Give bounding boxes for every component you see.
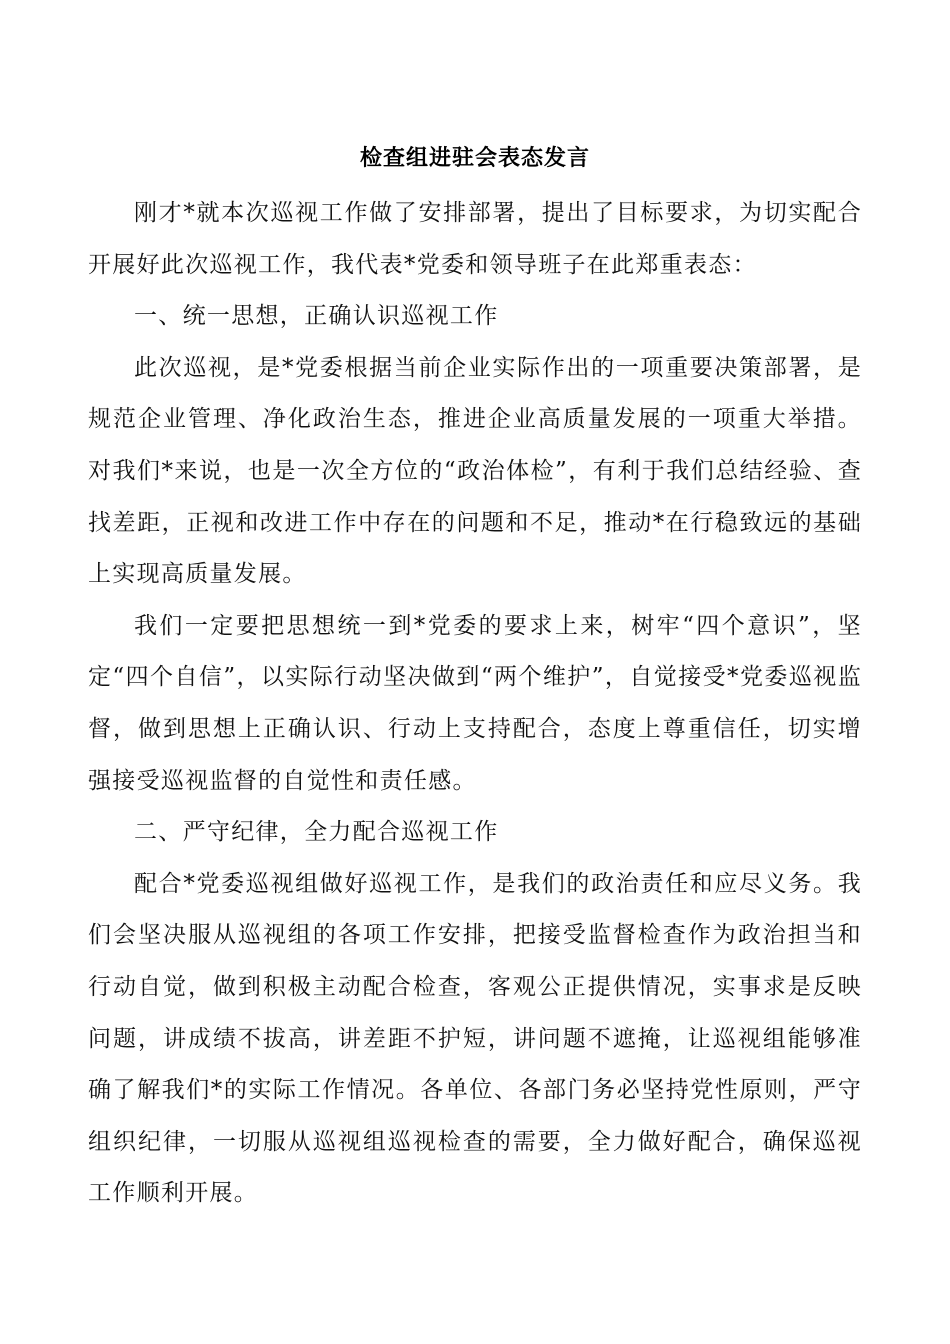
section-1-paragraph-1: 此次巡视，是*党委根据当前企业实际作出的一项重要决策部署，是规范企业管理、净化政治生态，推进企业高质量发展的一项重大举措。对我们*来说，也是一次全方位的“政治体检”，有利于我们总结经验、查找差距，正视和改进工作中存在的问题和不足，推动*在行稳致远的基础上实现高质量发展。	[88, 354, 862, 588]
opening-paragraph: 刚才*就本次巡视工作做了安排部署，提出了目标要求，为切实配合开展好此次巡视工作，我代表*党委和领导班子在此郑重表态：	[88, 200, 862, 278]
section-heading-1: 一、统一思想，正确认识巡视工作	[134, 303, 499, 330]
document-body	[88, 138, 862, 1220]
section-heading-2: 二、严守纪律，全力配合巡视工作	[134, 819, 499, 846]
section-1-paragraph-2: 我们一定要把思想统一到*党委的要求上来，树牢“四个意识”，坚定“四个自信”，以实际行动坚决做到“两个维护”，自觉接受*党委巡视监督，做到思想上正确认识、行动上支持配合，态度上尊重信任，切实增强接受巡视监督的自觉性和责任感。	[88, 612, 862, 794]
document-title: 检查组进驻会表态发言	[359, 145, 590, 171]
section-2-paragraph-1: 配合*党委巡视组做好巡视工作，是我们的政治责任和应尽义务。我们会坚决服从巡视组的各项工作安排，把接受监督检查作为政治担当和行动自觉，做到积极主动配合检查，客观公正提供情况，实事求是反映问题，讲成绩不拔高，讲差距不护短，讲问题不遮掩，让巡视组能够准确了解我们*的实际工作情况。各单位、各部门务必坚持党性原则，严守组织纪律，一切服从巡视组巡视检查的需要，全力做好配合，确保巡视工作顺利开展。	[88, 870, 862, 1207]
